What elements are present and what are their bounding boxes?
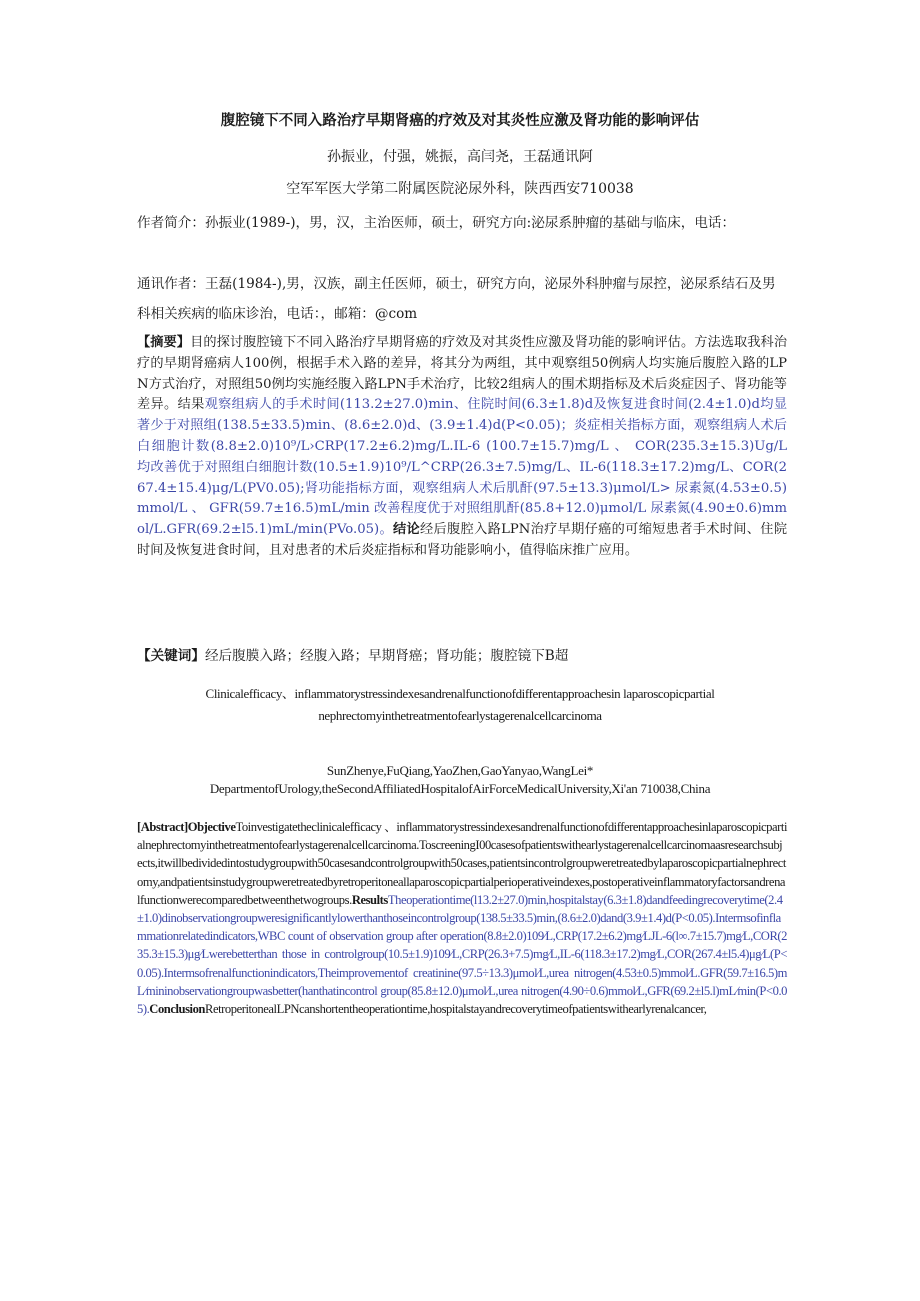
keywords-zh-label: 【关键词】 [137,648,205,664]
abstract-en-results: Theoperationtime(l13.2±27.0)min,hospitalstay(6.3±1.8)dandfeedingrecoverytime(2.4±1.0)dinobservationgroupweresignificantlylowerthanthoseincontrolgroup(138.5±33.5)min,(8.6±2.0)dand(3.9±1.4)d(P<0.05).Intermsofinflammationrelatedindicators,WBC count of observation group after operation(8.8±2.0)109∕L,CRP(17.2±6.2)mg∕LJL-6(l∞.7±15.7)mg∕L,COR(235.3±15.3)μg∕Lwerebetterthan those in controlgroup(10.5±1.9)109∕L,CRP(26.3+7.5)mg∕L,IL-6(118.3±17.2)mg∕L,COR(267.4±l5.4)μg∕L(P<0.05).Intermsofrenalfunctionindicators,Theimprovementof creatinine(97.5÷13.3)μmol∕L,urea nitrogen(4.53±0.5)mmol∕L.GFR(59.7±16.5)mL∕mininobservationgroupwasbetter(hanthatincontrol group(85.8±12.0)μmol∕L,urea nitrogen(4.90÷0.6)mmol∕L,GFR(69.2±l5.l)mL∕min(P<0.05). [137,892,787,1017]
affiliation-zh: 空军军医大学第二附属医院泌尿外科，陕西西安710038 [286,181,634,197]
paper-title-en-line1: Clinicalefficacy、inflammatorystressindexesandrenalfunctionofdifferentapproachesin laparoscopicpartial [205,686,715,701]
abstract-en-methods: ToscreeningI00casesofpatientswithearlystagerenalcellcarcinomaasresearchsubjects,itwillbedividedintostudygroupwith50casesandcontrolgroupwith50cases,patientsincontrolgroupweretreatedbylaparoscopicpartialnephrectomy,andpatientsinstudygroupweretreatedbyretroperitoneallaparoscopicpartialperioperativeindexes,postoperativeinflammatoryfactorsandrenalfunctionwerecomparedbetweenthetwogroups. [137,838,786,907]
abstract-en [137,818,787,1018]
abstract-en-results-label: Results [351,892,388,907]
keywords-zh [137,646,787,666]
abstract-en-conclusion: RetroperitonealLPNcanshortentheoperationtime,hospitalstayandrecoverytimeofpatientswithearlyrenalcancer, [205,1002,707,1017]
abstract-en-objective: Toinvestigatetheclinicalefficacy 、inflammatorystressindexesandrenalfunctionofdifferentapproachesinlaparoscopicpartialnephrectomyinthetreatmentofearlystagerenalcellcarcinoma. [137,820,787,853]
abstract-en-label: [Abstract] [137,820,188,834]
abstract-en-conclusion-label: Conclusion [149,1002,205,1017]
abstract-zh-conclusion: 经后腹腔入路LPN治疗早期仔癌的可缩短患者手术时间、住院时间及恢复进食时间，且对患者的术后炎症指标和肾功能影响小，值得临床推广应用。 [137,522,788,558]
first-author-bio: 作者简介：孙振业(1989-)，男，汉，主治医师，硕士，研究方向:泌尿系肿瘤的基础与临床，电话： [137,215,736,231]
authors-en: SunZhenye,FuQiang,YaoZhen,GaoYanyao,WangLei* [326,763,594,778]
abstract-zh-label: 【摘要】 [137,335,191,350]
paper-title-zh: 腹腔镜下不同入路治疗早期肾癌的疗效及对其炎性应激及肾功能的影响评估 [220,112,700,129]
paper-title-en [150,683,770,727]
authors-en-block [150,762,770,798]
keywords-zh-text: 经后腹膜入路；经腹入路；早期肾癌；肾功能；腹腔镜下B超 [204,648,569,664]
abstract-zh-objective: 目的探讨腹腔镜下不同入路治疗早期肾癌的疗效及对其炎性应激及肾功能的影响评估。方法选取我科治疗的早期肾癌病人100例，根据手术入路的差异，将其分为两组，其中观察组50例病人均实施后腹腔入路的LPN方式治疗，对照组50例均实施经腹入路LPN手术治疗，比较2组病人的围术期指标及术后炎症因子、肾功能等差异。结果 [137,335,788,413]
abstract-en-objective-label: Objective [187,820,236,834]
abstract-zh-conclusion-label: 结论 [392,522,421,538]
abstract-zh-results: 观察组病人的手术时间(113.2±27.0)min、住院时间(6.3±1.8)d及恢复进食时间(2.4±1.0)d均显著少于对照组(138.5±33.5)min、(8.6±2.0)d、(3.9±1.4)d(P<0.05)；炎症相关指标方面，观察组病人术后白细胞计数(8.8±2.0)10⁹/L›CRP(17.2±6.2)mg/L.IL-6 (100.7±15.7)mg/L 、 COR(235.3±15.3)Ug/L 均改善优于对照组白细胞计数(10.5±1.9)10⁹/L^CRP(26.3±7.5)mg/L、IL-6(118.3±17.2)mg/L、COR(267.4±15.4)μg/L(PV0.05);肾功能指标方面，观察组病人术后肌酐(97.5±13.3)μmol/L> 尿素氮(4.53±0.5)mmol/L 、 GFR(59.7±16.5)mL/min 改善程度优于对照组肌酐(85.8+12.0)μmol/L 尿素氮(4.90±0.6)mmol/L.GFR(69.2±l5.1)mL/min(PVo.05)。 [137,397,788,538]
authors-zh: 孙振业，付强，姚振，高闫尧，王磊通讯阿 [327,149,593,165]
paper-title-en-line2: nephrectomyinthetreatmentofearlystagerenalcellcarcinoma [318,708,602,723]
affiliation-en: DepartmentofUrology,theSecondAffiliatedHospitalofAirForceMedicalUniversity,Xi'an 710038,China [209,781,711,796]
abstract-zh [137,333,787,562]
corresponding-author-bio: 通讯作者：王磊(1984-),男，汉族，副主任医师，硕士，研究方向，泌尿外科肿瘤与尿控，泌尿系结石及男科相关疾病的临床诊治，电话：，邮箱：@com [137,276,776,322]
